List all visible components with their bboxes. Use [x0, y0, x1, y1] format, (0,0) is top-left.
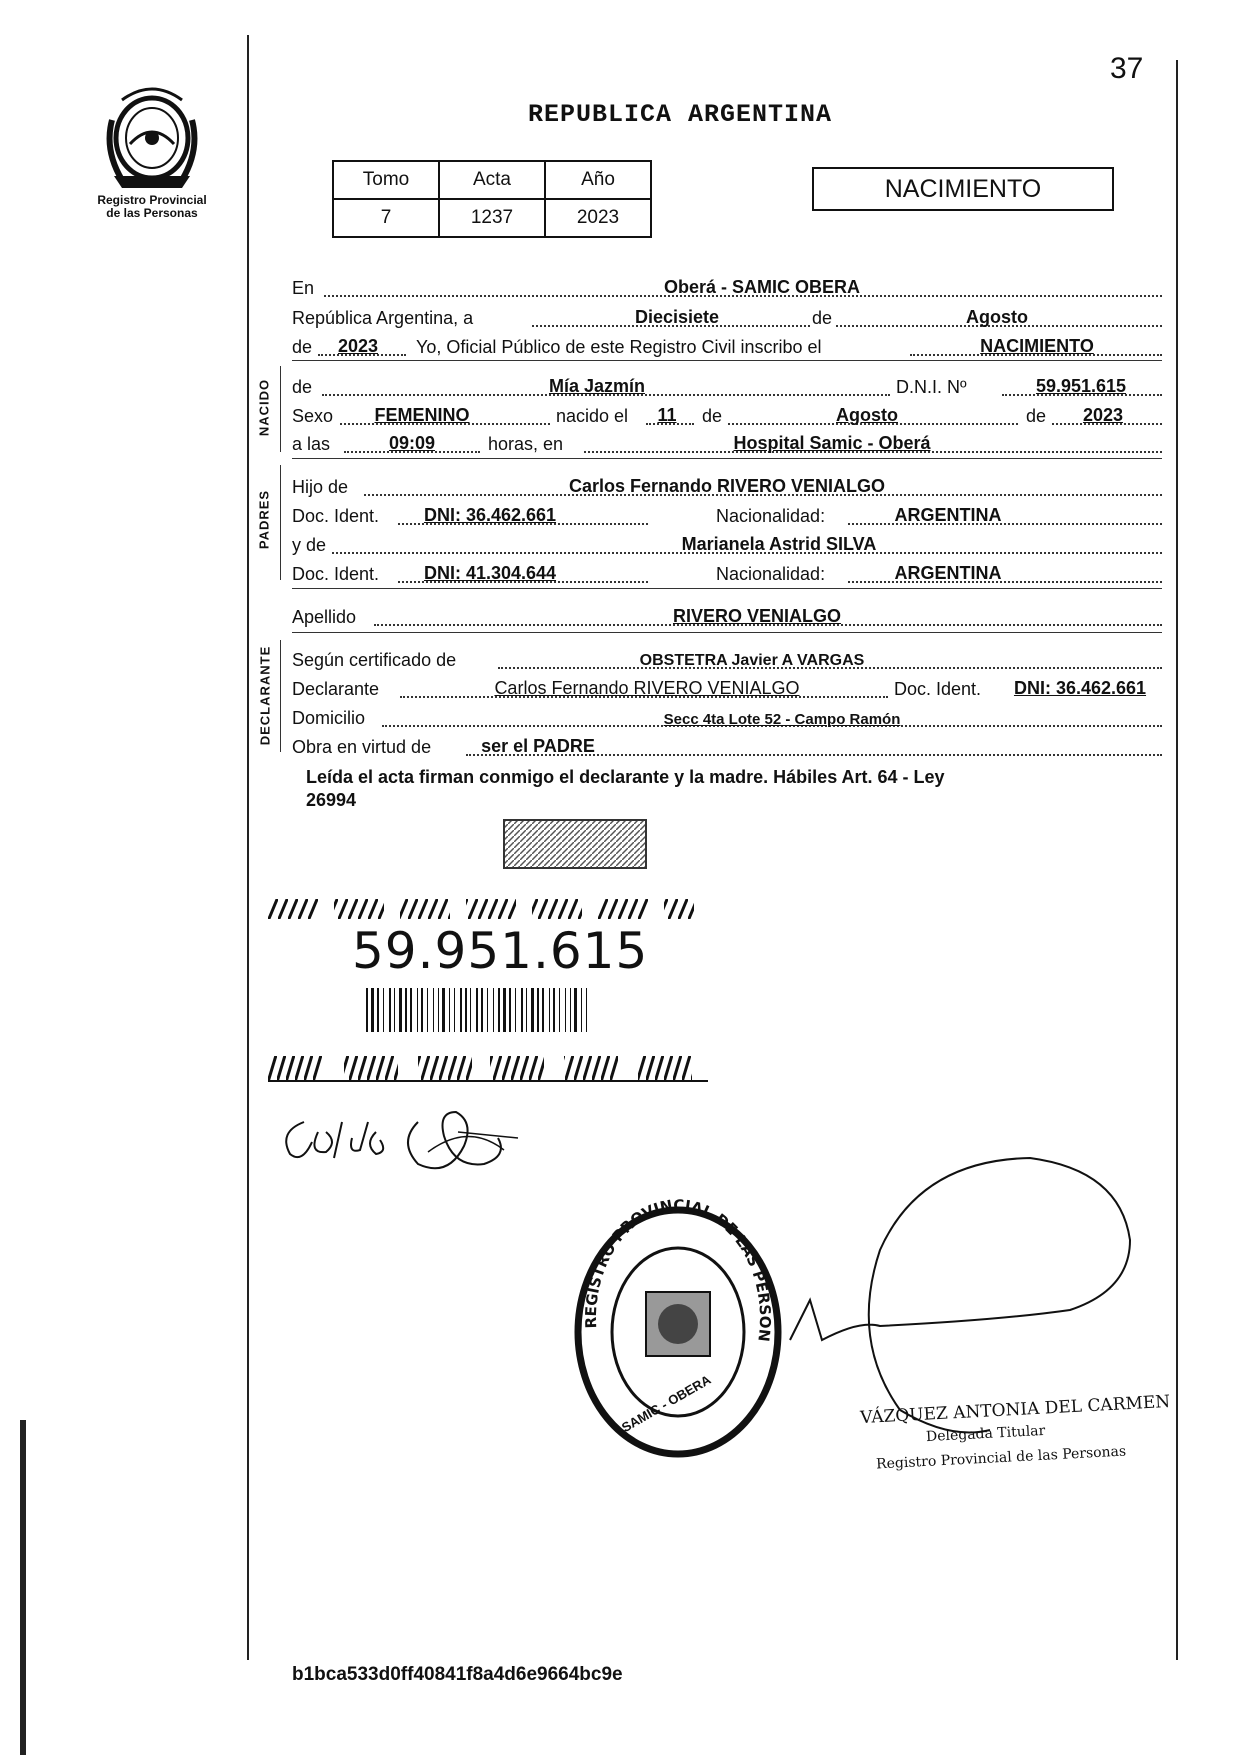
row-mother	[292, 532, 1162, 558]
dni-label: D.N.I. Nº	[896, 377, 967, 397]
apellido-label: Apellido	[292, 607, 357, 627]
barcode-bar	[487, 988, 488, 1032]
mother-nat: ARGENTINA	[894, 563, 1002, 583]
obra-value: ser el PADRE	[481, 736, 595, 756]
barcode-bar	[503, 988, 506, 1032]
barcode-bar	[515, 988, 516, 1032]
barcode-bar	[493, 988, 494, 1032]
cert-value: OBSTETRA Javier A VARGAS	[639, 652, 865, 669]
handwritten-signature-icon	[268, 1092, 548, 1182]
barcode-bar	[460, 988, 462, 1032]
barcode-bar	[442, 988, 445, 1032]
scan-edge-bar	[20, 1420, 26, 1755]
rep-label: República Argentina, a	[292, 308, 474, 328]
father-nat: ARGENTINA	[894, 505, 1002, 525]
father-nat-label: Nacionalidad:	[716, 506, 826, 526]
side-label-padres: PADRES	[256, 489, 272, 550]
barcode-bar	[509, 988, 511, 1032]
hora-label: a las	[292, 434, 331, 454]
right-margin-line	[1176, 60, 1178, 1660]
official-role: Delegada Titular	[925, 1422, 1046, 1446]
barcode-bar	[449, 988, 450, 1032]
year-value: 2023	[337, 336, 379, 356]
barcode-bar	[371, 988, 374, 1032]
rep-day: Diecisiete	[634, 307, 720, 327]
inscribo-value: NACIMIENTO	[980, 336, 1094, 356]
guilloche-pattern-icon	[502, 818, 648, 870]
row-obra	[292, 734, 1162, 760]
barcode	[366, 988, 594, 1032]
mother-ylabel: y de	[292, 535, 327, 555]
barcode-bar	[531, 988, 534, 1032]
sexo-value: FEMENINO	[374, 405, 470, 425]
barcode-bar	[366, 988, 368, 1032]
logo-caption-line2: de las Personas	[106, 206, 198, 220]
cert-label: Según certificado de	[292, 650, 457, 670]
barcode-bar	[521, 988, 523, 1032]
father-doc: DNI: 36.462.661	[423, 505, 557, 525]
hora-value: 09:09	[388, 433, 436, 453]
document-hash: b1bca533d0ff40841f8a4d6e9664bc9e	[292, 1664, 623, 1685]
stamp-number: 59.951.615	[352, 922, 649, 980]
year-de-label: de	[292, 337, 313, 357]
inscribo-text: Yo, Oficial Público de este Registro Civil inscribo el	[416, 337, 822, 357]
registry-table	[332, 160, 652, 238]
barcode-bar	[433, 988, 434, 1032]
apellido-value: RIVERO VENIALGO	[672, 606, 842, 626]
name-value: Mía Jazmín	[548, 376, 646, 396]
barcode-bar	[394, 988, 395, 1032]
row-domicilio	[292, 705, 1162, 731]
anio-header: Año	[545, 161, 651, 199]
place-value: Hospital Samic - Oberá	[733, 433, 931, 453]
barcode-bar	[438, 988, 439, 1032]
rep-month: Agosto	[966, 307, 1028, 327]
barcode-bar	[537, 988, 539, 1032]
row-cert	[292, 647, 1162, 673]
tomo-value: 7	[333, 199, 439, 237]
official-seal	[568, 1192, 788, 1462]
barcode-bar	[586, 988, 587, 1032]
security-band-bottom	[268, 1052, 718, 1082]
birth-day: 11	[657, 405, 677, 425]
barcode-bar	[565, 988, 566, 1032]
barcode-bar	[389, 988, 391, 1032]
row-declarante	[292, 676, 1162, 702]
seal-ring-text: REGISTRO PROVINCIAL DE LAS PERSON	[581, 1196, 775, 1343]
row-father-doc	[292, 503, 1162, 529]
acta-header: Acta	[439, 161, 545, 199]
barcode-bar	[553, 988, 555, 1032]
mother-doc-label: Doc. Ident.	[292, 564, 380, 584]
father-doc-label: Doc. Ident.	[292, 506, 380, 526]
barcode-bar	[570, 988, 571, 1032]
name-label: de	[292, 377, 313, 397]
barcode-bar	[498, 988, 500, 1032]
left-margin-line	[247, 35, 249, 1660]
birth-de-label: de	[702, 406, 723, 426]
nacido-label: nacido el	[556, 406, 629, 426]
dom-value: Secc 4ta Lote 52 - Campo Ramón	[663, 711, 901, 728]
document-title: REPUBLICA ARGENTINA	[528, 100, 833, 129]
barcode-bar	[465, 988, 467, 1032]
security-band-icon	[268, 1052, 718, 1082]
security-band-icon	[268, 897, 718, 921]
acta-value: 1237	[439, 199, 545, 237]
barcode-bar	[383, 988, 384, 1032]
barcode-bar	[421, 988, 423, 1032]
barcode-bar	[549, 988, 550, 1032]
en-label: En	[292, 278, 315, 298]
mother-name: Marianela Astrid SILVA	[681, 534, 877, 554]
row-hijo	[292, 474, 1162, 500]
row-sexo	[292, 403, 1162, 429]
barcode-bar	[581, 988, 582, 1032]
sexo-label: Sexo	[292, 406, 334, 426]
barcode-bar	[574, 988, 577, 1032]
row-republica	[292, 305, 1162, 331]
row-en	[292, 275, 1162, 301]
side-label-nacido: NACIDO	[256, 378, 272, 437]
page-number: 37	[1110, 52, 1144, 85]
security-stamp-small	[502, 818, 648, 870]
barcode-bar	[417, 988, 418, 1032]
hijo-label: Hijo de	[292, 477, 349, 497]
barcode-bar	[470, 988, 471, 1032]
barcode-bar	[526, 988, 527, 1032]
dni-value: 59.951.615	[1035, 376, 1127, 396]
logo-caption-line1: Registro Provincial	[97, 193, 207, 207]
row-apellido	[292, 604, 1162, 630]
father-name: Carlos Fernando RIVERO VENIALGO	[568, 476, 886, 496]
mother-nat-label: Nacionalidad:	[716, 564, 826, 584]
rep-de-label: de	[812, 308, 833, 328]
seal-bottom-text: SAMIC - OBERA	[618, 1371, 714, 1436]
round-seal-icon	[568, 1192, 788, 1462]
decl-doc-value: DNI: 36.462.661	[1013, 678, 1147, 698]
barcode-bar	[559, 988, 560, 1032]
barcode-bar	[542, 988, 544, 1032]
barcode-bar	[377, 988, 379, 1032]
decl-value: Carlos Fernando RIVERO VENIALGO	[494, 678, 800, 698]
row-hora	[292, 431, 1162, 457]
en-value: Oberá - SAMIC OBERA	[663, 277, 861, 297]
barcode-bar	[454, 988, 455, 1032]
mother-doc: DNI: 41.304.644	[423, 563, 557, 583]
security-band-top	[268, 897, 718, 921]
official-name: VÁZQUEZ ANTONIA DEL CARMEN	[859, 1391, 1171, 1429]
tomo-header: Tomo	[333, 161, 439, 199]
row-year	[292, 334, 1162, 360]
note-line1: Leída el acta firman conmigo el declarante y la madre. Hábiles Art. 64 - Ley	[306, 767, 945, 787]
side-label-declarante: DECLARANTE	[257, 645, 273, 746]
note-line2: 26994	[306, 790, 357, 810]
declarant-signature	[268, 1092, 548, 1182]
barcode-icon	[366, 988, 594, 1032]
barcode-bar	[405, 988, 407, 1032]
barcode-bar	[481, 988, 483, 1032]
official-org: Registro Provincial de las Personas	[875, 1443, 1127, 1473]
row-mother-doc	[292, 561, 1162, 587]
birth-year: 2023	[1082, 405, 1124, 425]
coat-of-arms-icon	[82, 80, 222, 210]
dom-label: Domicilio	[292, 708, 366, 728]
anio-value: 2023	[545, 199, 651, 237]
decl-label: Declarante	[292, 679, 380, 699]
obra-label: Obra en virtud de	[292, 737, 432, 757]
barcode-bar	[399, 988, 402, 1032]
barcode-bar	[410, 988, 412, 1032]
province-logo	[82, 80, 222, 220]
horas-label: horas, en	[488, 434, 564, 454]
decl-doc-label: Doc. Ident.	[894, 679, 982, 699]
birth-de2-label: de	[1026, 406, 1047, 426]
barcode-bar	[427, 988, 428, 1032]
row-name	[292, 374, 1162, 400]
birth-month: Agosto	[836, 405, 898, 425]
barcode-bar	[476, 988, 478, 1032]
record-type-box: NACIMIENTO	[812, 167, 1114, 211]
